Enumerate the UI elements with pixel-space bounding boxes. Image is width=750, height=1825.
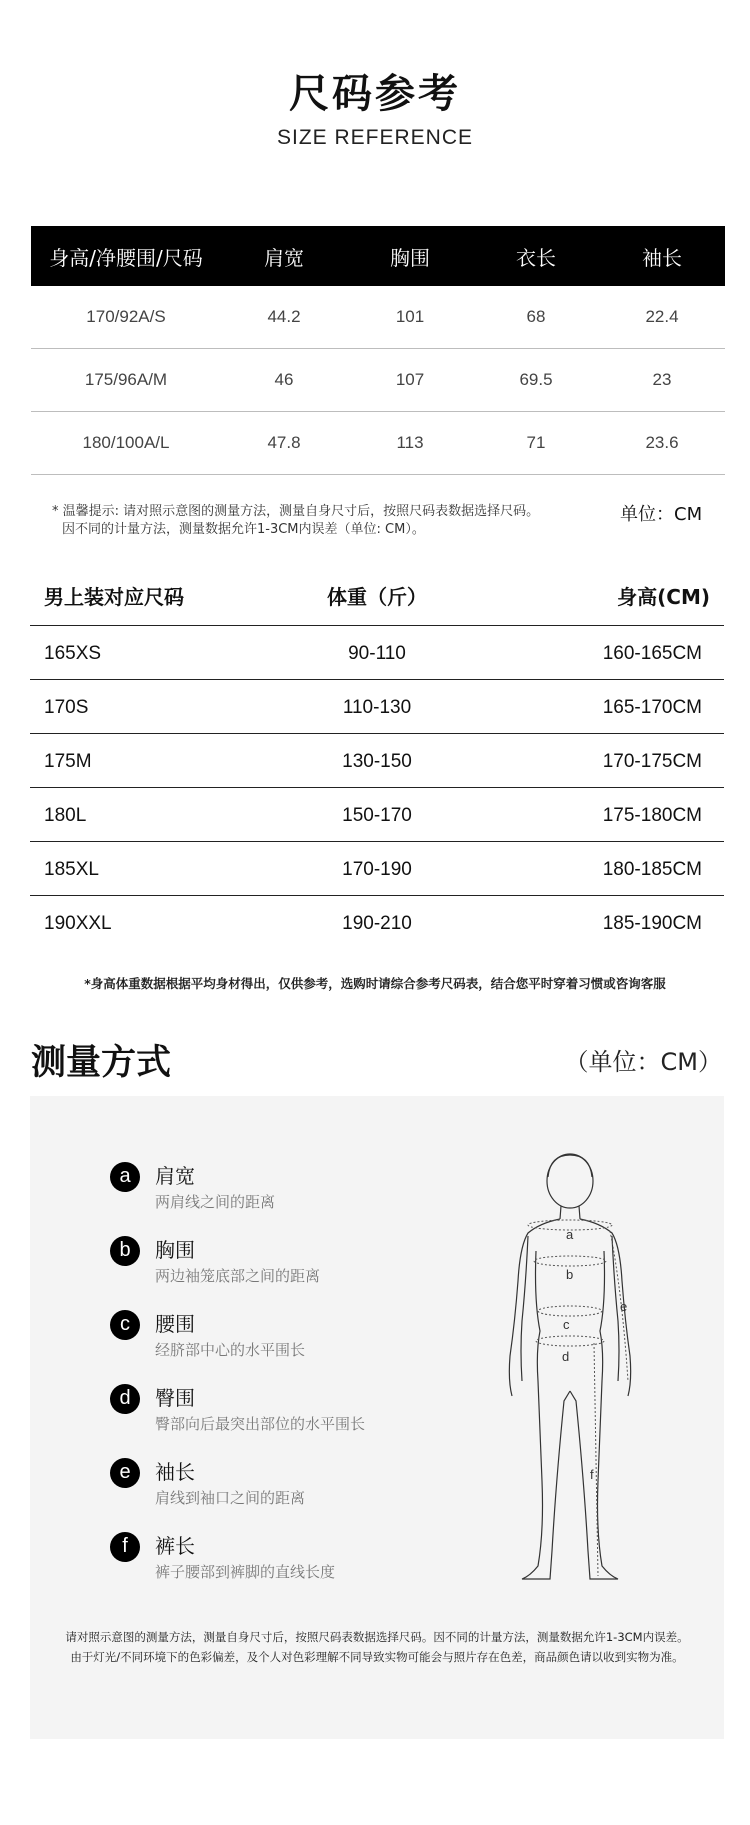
body-figure-icon [470, 1151, 670, 1601]
figure-label: d [562, 1349, 570, 1364]
table-cell: 175M [44, 751, 92, 772]
bottom-note-line: 请对照示意图的测量方法，测量自身尺寸后，按照尺码表数据选择尺码。因不同的计量方法，测量数据允许1-3CM内误差。 [65, 1630, 689, 1644]
table-cell: 22.4 [599, 286, 725, 349]
measure-name: 臀围 [155, 1386, 195, 1410]
table-cell: 90-110 [348, 643, 406, 664]
reference-table-header [30, 565, 724, 626]
table-cell: 185XL [44, 859, 99, 880]
figure-label: b [566, 1267, 574, 1282]
table-cell: 180/100A/L [31, 412, 221, 475]
table-cell: 101 [347, 286, 473, 349]
measure-name: 腰围 [155, 1312, 195, 1336]
measurement-unit: （单位：CM） [564, 1048, 722, 1076]
table-cell: 185-190CM [602, 913, 702, 934]
measure-name: 肩宽 [155, 1164, 195, 1188]
measure-name: 胸围 [155, 1238, 195, 1262]
measurement-title: 测量方式 [31, 1043, 172, 1083]
measure-desc: 经脐部中心的水平围长 [155, 1341, 306, 1359]
table-cell: 69.5 [473, 349, 599, 412]
size-col-header: 衣长 [473, 226, 599, 286]
bottom-note [30, 1627, 724, 1667]
size-table-header [31, 226, 725, 286]
size-col-header: 袖长 [599, 226, 725, 286]
measure-desc: 臀部向后最突出部位的水平围长 [155, 1415, 366, 1433]
page-title: 尺码参考 [289, 71, 461, 117]
table-cell: 160-165CM [602, 643, 702, 664]
figure-label: a [566, 1227, 574, 1242]
measure-name: 袖长 [155, 1460, 195, 1484]
table-row [30, 734, 724, 788]
letter-badge: c [110, 1310, 140, 1340]
measure-name: 裤长 [155, 1534, 195, 1558]
table-row [31, 349, 725, 412]
table-row [31, 412, 725, 475]
size-note [52, 503, 539, 539]
measure-desc: 肩线到袖口之间的距离 [155, 1489, 306, 1507]
ref-col-header: 男上装对应尺码 [44, 584, 184, 609]
table-cell: 190-210 [342, 913, 412, 934]
measure-desc: 两肩线之间的距离 [155, 1193, 276, 1211]
size-note-line: 因不同的计量方法，测量数据允许1-3CM内误差（单位: CM）。 [62, 522, 425, 537]
letter-badge: b [110, 1236, 140, 1266]
table-cell: 46 [221, 349, 347, 412]
letter-badge: f [110, 1532, 140, 1562]
table-cell: 110-130 [342, 697, 412, 718]
table-cell: 23 [599, 349, 725, 412]
table-cell: 150-170 [342, 805, 412, 826]
size-col-header: 肩宽 [221, 226, 347, 286]
ref-col-header: 体重（斤） [327, 584, 427, 609]
figure-label: c [563, 1317, 570, 1332]
table-cell: 68 [473, 286, 599, 349]
table-cell: 165-170CM [602, 697, 702, 718]
table-cell: 71 [473, 412, 599, 475]
table-cell: 170-175CM [602, 751, 702, 772]
size-col-header: 胸围 [347, 226, 473, 286]
table-cell: 180L [44, 805, 87, 826]
table-row [30, 896, 724, 949]
measure-desc: 两边袖笼底部之间的距离 [155, 1267, 321, 1285]
figure-label: e [620, 1299, 628, 1314]
measure-desc: 裤子腰部到裤脚的直线长度 [155, 1563, 336, 1581]
table-cell: 47.8 [221, 412, 347, 475]
ref-col-header: 身高(CM) [617, 584, 710, 609]
table-row [30, 626, 724, 680]
page-subtitle: SIZE REFERENCE [276, 126, 474, 149]
table-cell: 113 [347, 412, 473, 475]
figure-label: f [590, 1467, 594, 1482]
table-row [30, 842, 724, 896]
reference-table [30, 565, 724, 949]
table-cell: 170/92A/S [31, 286, 221, 349]
letter-badge: e [110, 1458, 140, 1488]
reference-disclaimer: *身高体重数据根据平均身材得出，仅供参考，选购时请综合参考尺码表，结合您平时穿着习惯或咨询客服 [84, 976, 666, 991]
letter-badge: d [110, 1384, 140, 1414]
table-cell: 175/96A/M [31, 349, 221, 412]
table-cell: 170-190 [342, 859, 412, 880]
unit-label: 单位：CM [620, 504, 703, 525]
letter-badge: a [110, 1162, 140, 1192]
table-cell: 175-180CM [602, 805, 702, 826]
measurement-panel [30, 1096, 724, 1739]
table-cell: 44.2 [221, 286, 347, 349]
table-cell: 190XXL [44, 913, 112, 934]
table-row [31, 286, 725, 349]
size-note-line: * 温馨提示: 请对照示意图的测量方法，测量自身尺寸后，按照尺码表数据选择尺码。 [52, 504, 540, 519]
table-cell: 107 [347, 349, 473, 412]
table-row [30, 680, 724, 734]
table-cell: 170S [44, 697, 89, 718]
table-cell: 130-150 [342, 751, 412, 772]
size-table [31, 226, 725, 475]
table-cell: 23.6 [599, 412, 725, 475]
bottom-note-line: 由于灯光/不同环境下的色彩偏差，及个人对色彩理解不同导致实物可能会与照片存在色差，商品颜色请以收到实物为准。 [70, 1650, 684, 1664]
table-row [30, 788, 724, 842]
table-cell: 165XS [44, 643, 102, 664]
size-col-header: 身高/净腰围/尺码 [31, 226, 221, 286]
table-cell: 180-185CM [602, 859, 702, 880]
